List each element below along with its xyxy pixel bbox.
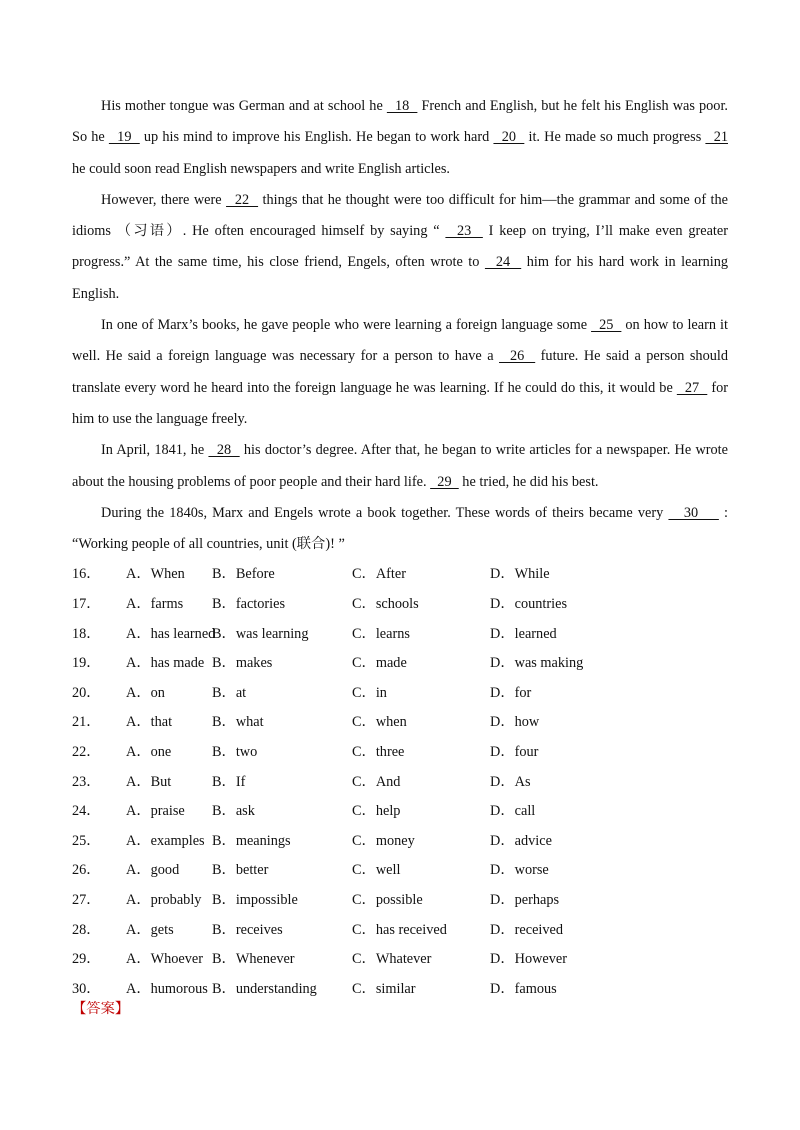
option-d: D．call [490, 803, 536, 820]
option-row [72, 916, 728, 946]
option-a: A．has made [126, 655, 205, 672]
paragraph-5 [72, 498, 728, 561]
text: things that he thought were too difficult for him—the grammar and some of the [258, 191, 728, 208]
option-a: A．Whoever [126, 951, 204, 968]
option-a: A．one [126, 744, 172, 761]
option-c: C．possible [352, 891, 423, 908]
option-d: D．However [490, 951, 568, 968]
text: for [707, 379, 729, 396]
option-b: B．two [212, 744, 258, 761]
option-a: A．But [126, 773, 172, 790]
option-b: B．factories [212, 596, 286, 613]
question-number: 23． [72, 773, 101, 790]
blank-27: 27 [676, 379, 708, 396]
option-row [72, 945, 728, 975]
text: In April, 1841, he [101, 442, 209, 459]
text: I keep on trying, I’ll make even greater [482, 223, 729, 240]
line [72, 373, 728, 404]
question-number: 18． [72, 625, 101, 642]
option-c: C．has received [352, 921, 447, 938]
question-number: 19． [72, 655, 101, 672]
question-number: 22． [72, 744, 101, 761]
text: translate every word he heard into the foreign language he was learning. If he could do this, it would be [72, 379, 677, 396]
option-b: B．better [212, 862, 269, 879]
blank-28: 28 [208, 442, 240, 459]
paragraph-2 [72, 185, 728, 310]
text: up his mind to improve his English. He began to work hard [139, 129, 494, 146]
question-number: 29． [72, 951, 101, 968]
question-number: 17． [72, 596, 101, 613]
question-number: 21． [72, 714, 101, 731]
line [72, 247, 728, 278]
option-a: A．good [126, 862, 180, 879]
option-a: A．on [126, 684, 165, 701]
option-row [72, 797, 728, 827]
option-d: D．four [490, 744, 539, 761]
option-c: C．in [352, 684, 387, 701]
option-row [72, 649, 728, 679]
blank-23: 23 [445, 223, 483, 240]
option-row [72, 708, 728, 738]
option-c: C．And [352, 773, 401, 790]
text: it. He made so much progress [524, 129, 706, 146]
text: progress.” At the same time, his close friend, Engels, often wrote to [72, 254, 485, 271]
option-d: D．perhaps [490, 891, 560, 908]
blank-24: 24 [484, 254, 522, 271]
line: English. [72, 285, 120, 302]
blank-26: 26 [499, 348, 536, 365]
option-d: D．advice [490, 832, 552, 849]
line: him to use the language freely. [72, 410, 248, 427]
option-c: C．similar [352, 980, 416, 997]
options-list [72, 560, 728, 1004]
text: idioms （习语）. He often encouraged himself by saying “ [72, 223, 446, 240]
text: His mother tongue was German and at school he [101, 98, 387, 114]
option-a: A．probably [126, 891, 202, 908]
text: he tried, he did his best. [458, 473, 599, 490]
text: During the 1840s, Marx and Engels wrote a book together. These words of theirs became very [101, 504, 669, 521]
exam-page [72, 91, 728, 1004]
option-c: C．Whatever [352, 951, 432, 968]
option-d: D．how [490, 714, 540, 731]
option-d: D．was making [490, 655, 584, 672]
text: his doctor’s degree. After that, he began to write articles for a newspaper. He wrote [239, 442, 728, 459]
option-d: D．for [490, 684, 532, 701]
line [72, 498, 728, 529]
question-number: 24． [72, 803, 101, 820]
option-c: C．made [352, 655, 407, 672]
option-b: B．Whenever [212, 951, 295, 968]
paragraph-1 [72, 91, 728, 185]
option-d: D．countries [490, 596, 568, 613]
option-a: A．praise [126, 803, 185, 820]
option-row [72, 590, 728, 620]
blank-19: 19 [108, 129, 140, 146]
line [72, 185, 728, 216]
text: So he [72, 129, 109, 146]
option-b: B．impossible [212, 891, 298, 908]
option-d: D．learned [490, 625, 557, 642]
option-c: C．help [352, 803, 401, 820]
option-a: A．humorous [126, 980, 208, 997]
option-c: C．schools [352, 596, 419, 613]
option-b: B．at [212, 684, 247, 701]
option-c: C．well [352, 862, 401, 879]
line [72, 122, 728, 153]
option-d: D．While [490, 566, 550, 583]
line: he could soon read English newspapers and write English articles. [72, 160, 450, 177]
text: French and English, but he felt his English was poor. [417, 98, 728, 114]
line [72, 310, 728, 341]
option-b: B．receives [212, 921, 283, 938]
option-b: B．meanings [212, 832, 291, 849]
blank-25: 25 [591, 317, 622, 334]
option-b: B．If [212, 773, 246, 790]
blank-20: 20 [493, 129, 525, 146]
option-b: B．understanding [212, 980, 317, 997]
line [72, 467, 728, 498]
option-c: C．three [352, 744, 405, 761]
option-a: A．examples [126, 832, 205, 849]
option-a: A．When [126, 566, 185, 583]
question-number: 30． [72, 980, 101, 997]
option-b: B．was learning [212, 625, 309, 642]
question-number: 28． [72, 921, 101, 938]
text: future. He said a person should [535, 348, 728, 365]
blank-29: 29 [430, 473, 459, 490]
option-d: D．received [490, 921, 564, 938]
option-a: A．has learned [126, 625, 216, 642]
option-a: A．that [126, 714, 173, 731]
paragraph-3 [72, 310, 728, 435]
line [72, 216, 728, 247]
paragraph-4 [72, 435, 728, 498]
option-c: C．learns [352, 625, 410, 642]
option-b: B．makes [212, 655, 273, 672]
text: well. He said a foreign language was necessary for a person to have a [72, 348, 500, 365]
option-row [72, 768, 728, 798]
option-b: B．ask [212, 803, 255, 820]
blank-18: 18 [386, 98, 418, 114]
blank-21: 21 [705, 129, 728, 146]
option-row [72, 738, 728, 768]
option-d: D．famous [490, 980, 557, 997]
question-number: 27． [72, 891, 101, 908]
option-row [72, 827, 728, 857]
line [72, 341, 728, 372]
option-c: C．money [352, 832, 415, 849]
option-c: C．when [352, 714, 407, 731]
option-row [72, 886, 728, 916]
text: about the housing problems of poor people and their hard life. [72, 473, 431, 490]
text: In one of Marx’s books, he gave people who were learning a foreign language some [101, 317, 592, 334]
option-a: A．gets [126, 921, 174, 938]
option-b: B．what [212, 714, 264, 731]
question-number: 25． [72, 832, 101, 849]
option-c: C．After [352, 566, 406, 583]
option-d: D．As [490, 773, 531, 790]
question-number: 26． [72, 862, 101, 879]
option-row [72, 620, 728, 650]
option-row [72, 975, 728, 1005]
option-d: D．worse [490, 862, 549, 879]
text: on how to learn it [621, 317, 728, 334]
option-row [72, 856, 728, 886]
text: However, there were [101, 191, 227, 208]
blank-22: 22 [226, 191, 259, 208]
line: “Working people of all countries, unit (联合)! ” [72, 536, 345, 553]
blank-30: 30 [668, 504, 719, 521]
option-row [72, 679, 728, 709]
line [72, 91, 728, 122]
answer-label: 【答案】 [72, 1001, 130, 1017]
text: him for his hard work in learning [521, 254, 729, 271]
line [72, 435, 728, 466]
option-a: A．farms [126, 596, 184, 613]
question-number: 16． [72, 566, 101, 583]
question-number: 20． [72, 684, 101, 701]
text: : [718, 504, 728, 521]
option-row [72, 560, 728, 590]
option-b: B．Before [212, 566, 275, 583]
